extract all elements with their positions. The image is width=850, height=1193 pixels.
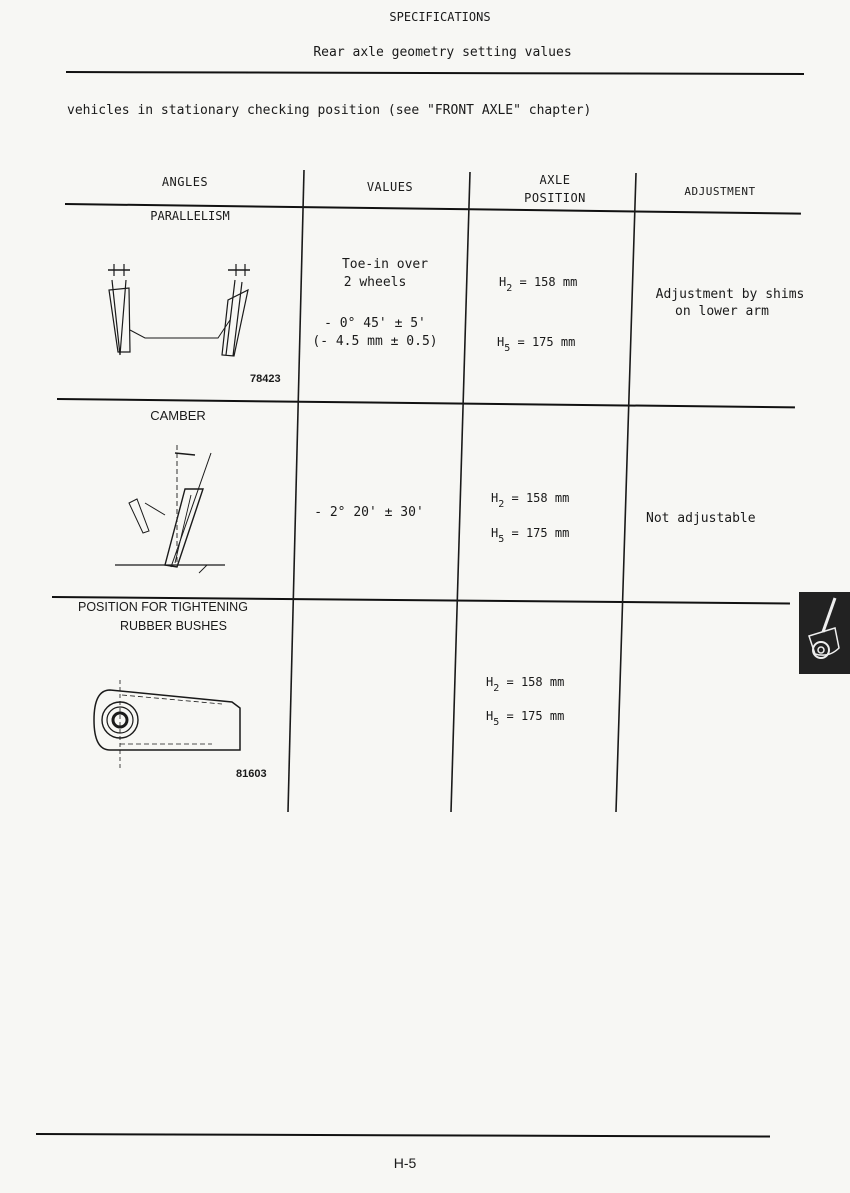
h2-subscript: 2 [506,283,513,294]
h5-value: = 175 mm [511,526,570,540]
h2-value: = 158 mm [506,675,565,689]
parallelism-adjust-line1: Adjustment by shims [655,287,805,302]
page-subtitle: Rear axle geometry setting values [313,45,572,60]
col-header-axle-line1: AXLE [539,173,571,187]
h5-label: H [491,526,499,540]
h5-subscript: 5 [493,717,500,728]
col-header-values: VALUES [366,180,414,194]
row-parallelism-title: PARALLELISM [150,209,230,223]
parallelism-figure-code: 78423 [250,373,281,385]
camber-adjustment: Not adjustable [646,511,756,526]
camber-value: - 2° 20' ± 30' [314,505,424,520]
shock-absorber-icon [799,592,850,674]
h5-label: H [486,709,494,723]
camber-h5 [491,526,569,545]
h2-label: H [486,675,494,689]
h5-value: = 175 mm [517,335,576,349]
row-camber-title: CAMBER [150,408,206,423]
h2-subscript: 2 [493,683,500,694]
h2-label: H [499,275,507,289]
h5-label: H [497,335,505,349]
parallelism-value-line4: (- 4.5 mm ± 0.5) [312,334,438,349]
col-header-adjustment: ADJUSTMENT [684,185,756,198]
parallelism-value-line1: Toe-in over [341,257,429,272]
stationary-note: vehicles in stationary checking position (see "FRONT AXLE" chapter) [67,103,592,118]
bushes-h5 [486,709,564,728]
col-header-angles: ANGLES [161,175,209,189]
bushes-h2 [486,675,564,694]
camber-h2 [491,491,569,510]
h5-subscript: 5 [498,534,505,545]
parallelism-value-line3: - 0° 45' ± 5' [324,316,426,331]
h2-value: = 158 mm [519,275,578,289]
bushes-diagram [92,680,262,770]
row-bushes-title-line2: RUBBER BUSHES [120,619,227,633]
parallelism-value-line2: 2 wheels [343,275,407,290]
chapter-tab [799,592,850,674]
camber-diagram [115,445,265,575]
parallelism-diagram [100,260,270,370]
h2-value: = 158 mm [511,491,570,505]
parallelism-h2 [499,275,577,294]
parallelism-adjust-line2: on lower arm [675,304,769,319]
bushes-figure-code: 81603 [236,768,267,780]
row-bushes-title-line1: POSITION FOR TIGHTENING [78,600,248,614]
parallelism-h5 [497,335,575,354]
h2-subscript: 2 [498,499,505,510]
h5-value: = 175 mm [506,709,565,723]
page-number: H-5 [393,1155,417,1171]
h2-label: H [491,491,499,505]
section-title: SPECIFICATIONS [389,10,491,24]
col-header-axle-line2: POSITION [524,191,586,205]
h5-subscript: 5 [504,343,511,354]
